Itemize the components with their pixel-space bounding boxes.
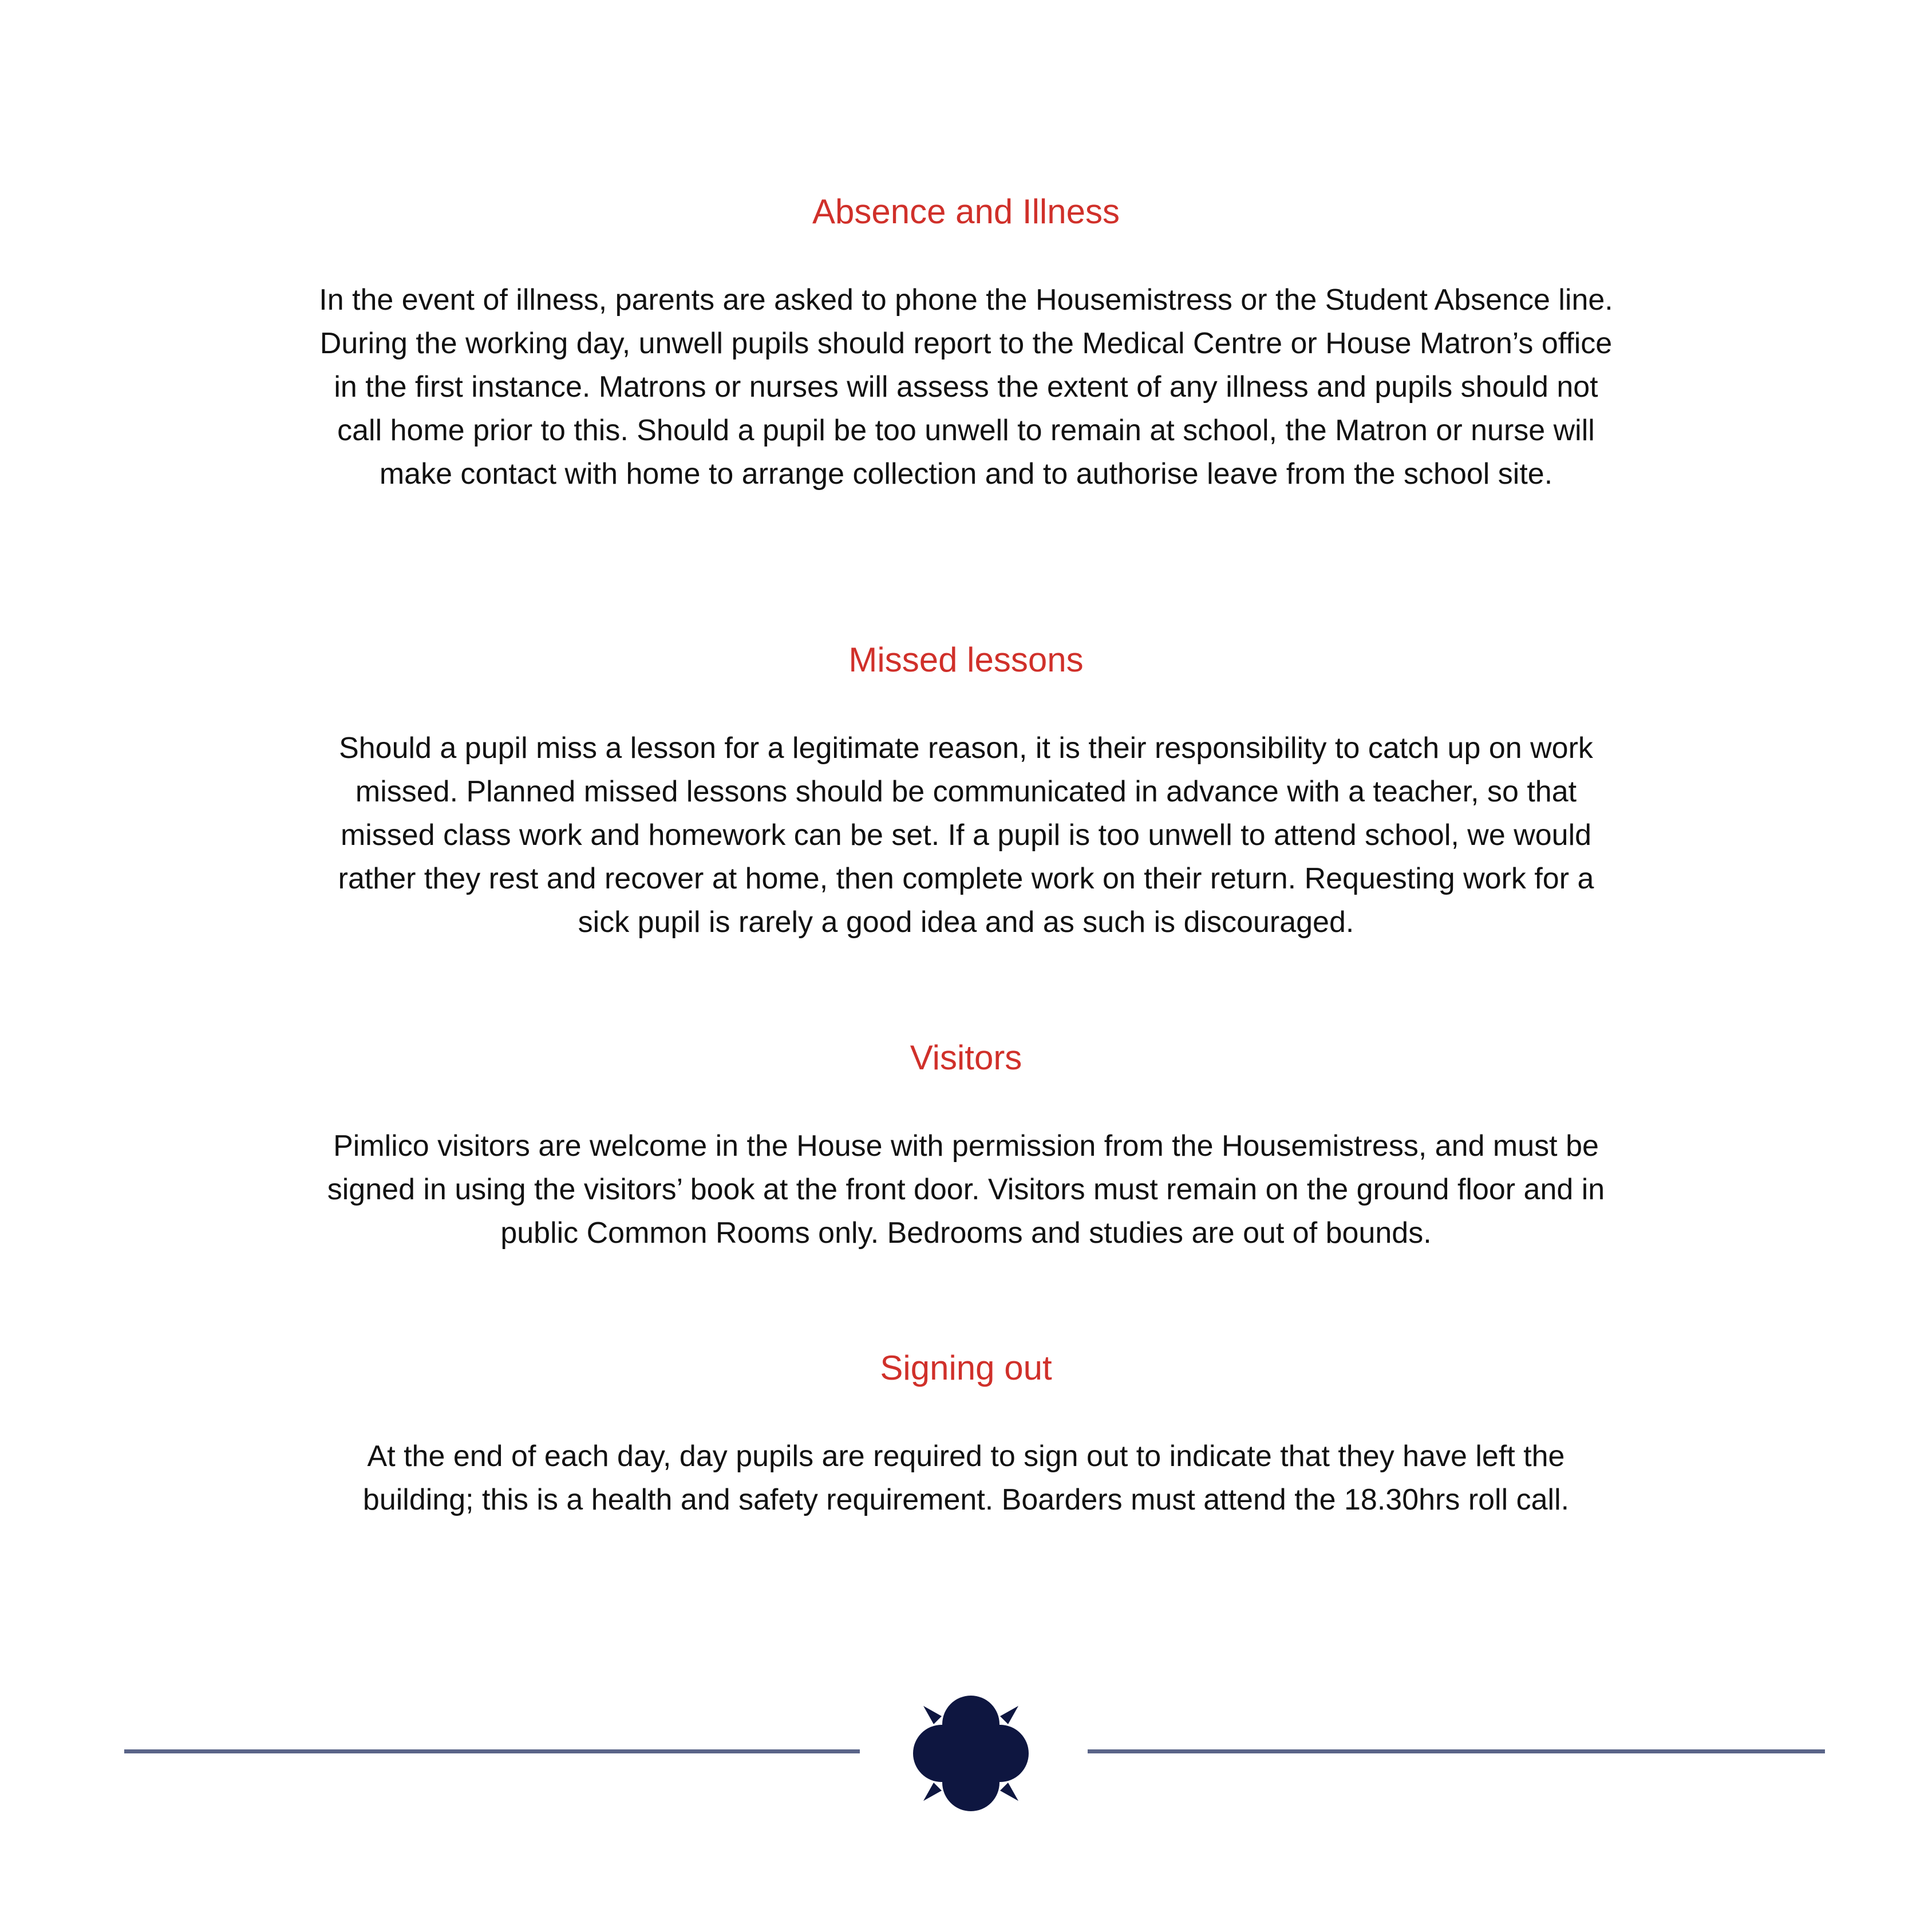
section-absence-and-illness (275, 189, 1657, 496)
section-heading: Visitors (910, 1038, 1022, 1077)
section-missed-lessons (275, 637, 1657, 944)
section-signing-out (275, 1345, 1657, 1522)
quatrefoil-icon (906, 1689, 1036, 1818)
section-heading: Signing out (880, 1349, 1052, 1387)
section-body: In the event of illness, parents are asked to phone the Housemistress or the Student Absence line. During the working day, unwell pupils should report to the Medical Centre or House Matron’s office in the first instance. Matrons or nurses will assess the extent of any illness and pupils should not call home prior to this. Should a pupil be too unwell to remain at school, the Matron or nurse will make contact with home to arrange collection and to authorise leave from the school site. (319, 283, 1613, 491)
footer-divider-right (1088, 1749, 1825, 1753)
section-visitors (275, 1035, 1657, 1255)
footer-divider-left (124, 1749, 860, 1753)
section-body: Pimlico visitors are welcome in the House with permission from the Housemistress, and must be signed in using the visitors’ book at the front door. Visitors must remain on the ground floor and in public Common Rooms only. Bedrooms and studies are out of bounds. (327, 1129, 1605, 1250)
section-body: Should a pupil miss a lesson for a legitimate reason, it is their responsibility to catch up on work missed. Planned missed lessons should be communicated in advance with a teacher, so that missed class work and homework can be set. If a pupil is too unwell to attend school, we would rather they rest and recover at home, then complete work on their return. Requesting work for a sick pupil is rarely a good idea and as such is discouraged. (338, 732, 1594, 939)
section-heading: Absence and Illness (812, 192, 1120, 231)
section-body: At the end of each day, day pupils are required to sign out to indicate that they have left the building; this is a health and safety requirement. Boarders must attend the 18.30hrs roll call. (362, 1440, 1570, 1516)
section-heading: Missed lessons (848, 641, 1084, 679)
